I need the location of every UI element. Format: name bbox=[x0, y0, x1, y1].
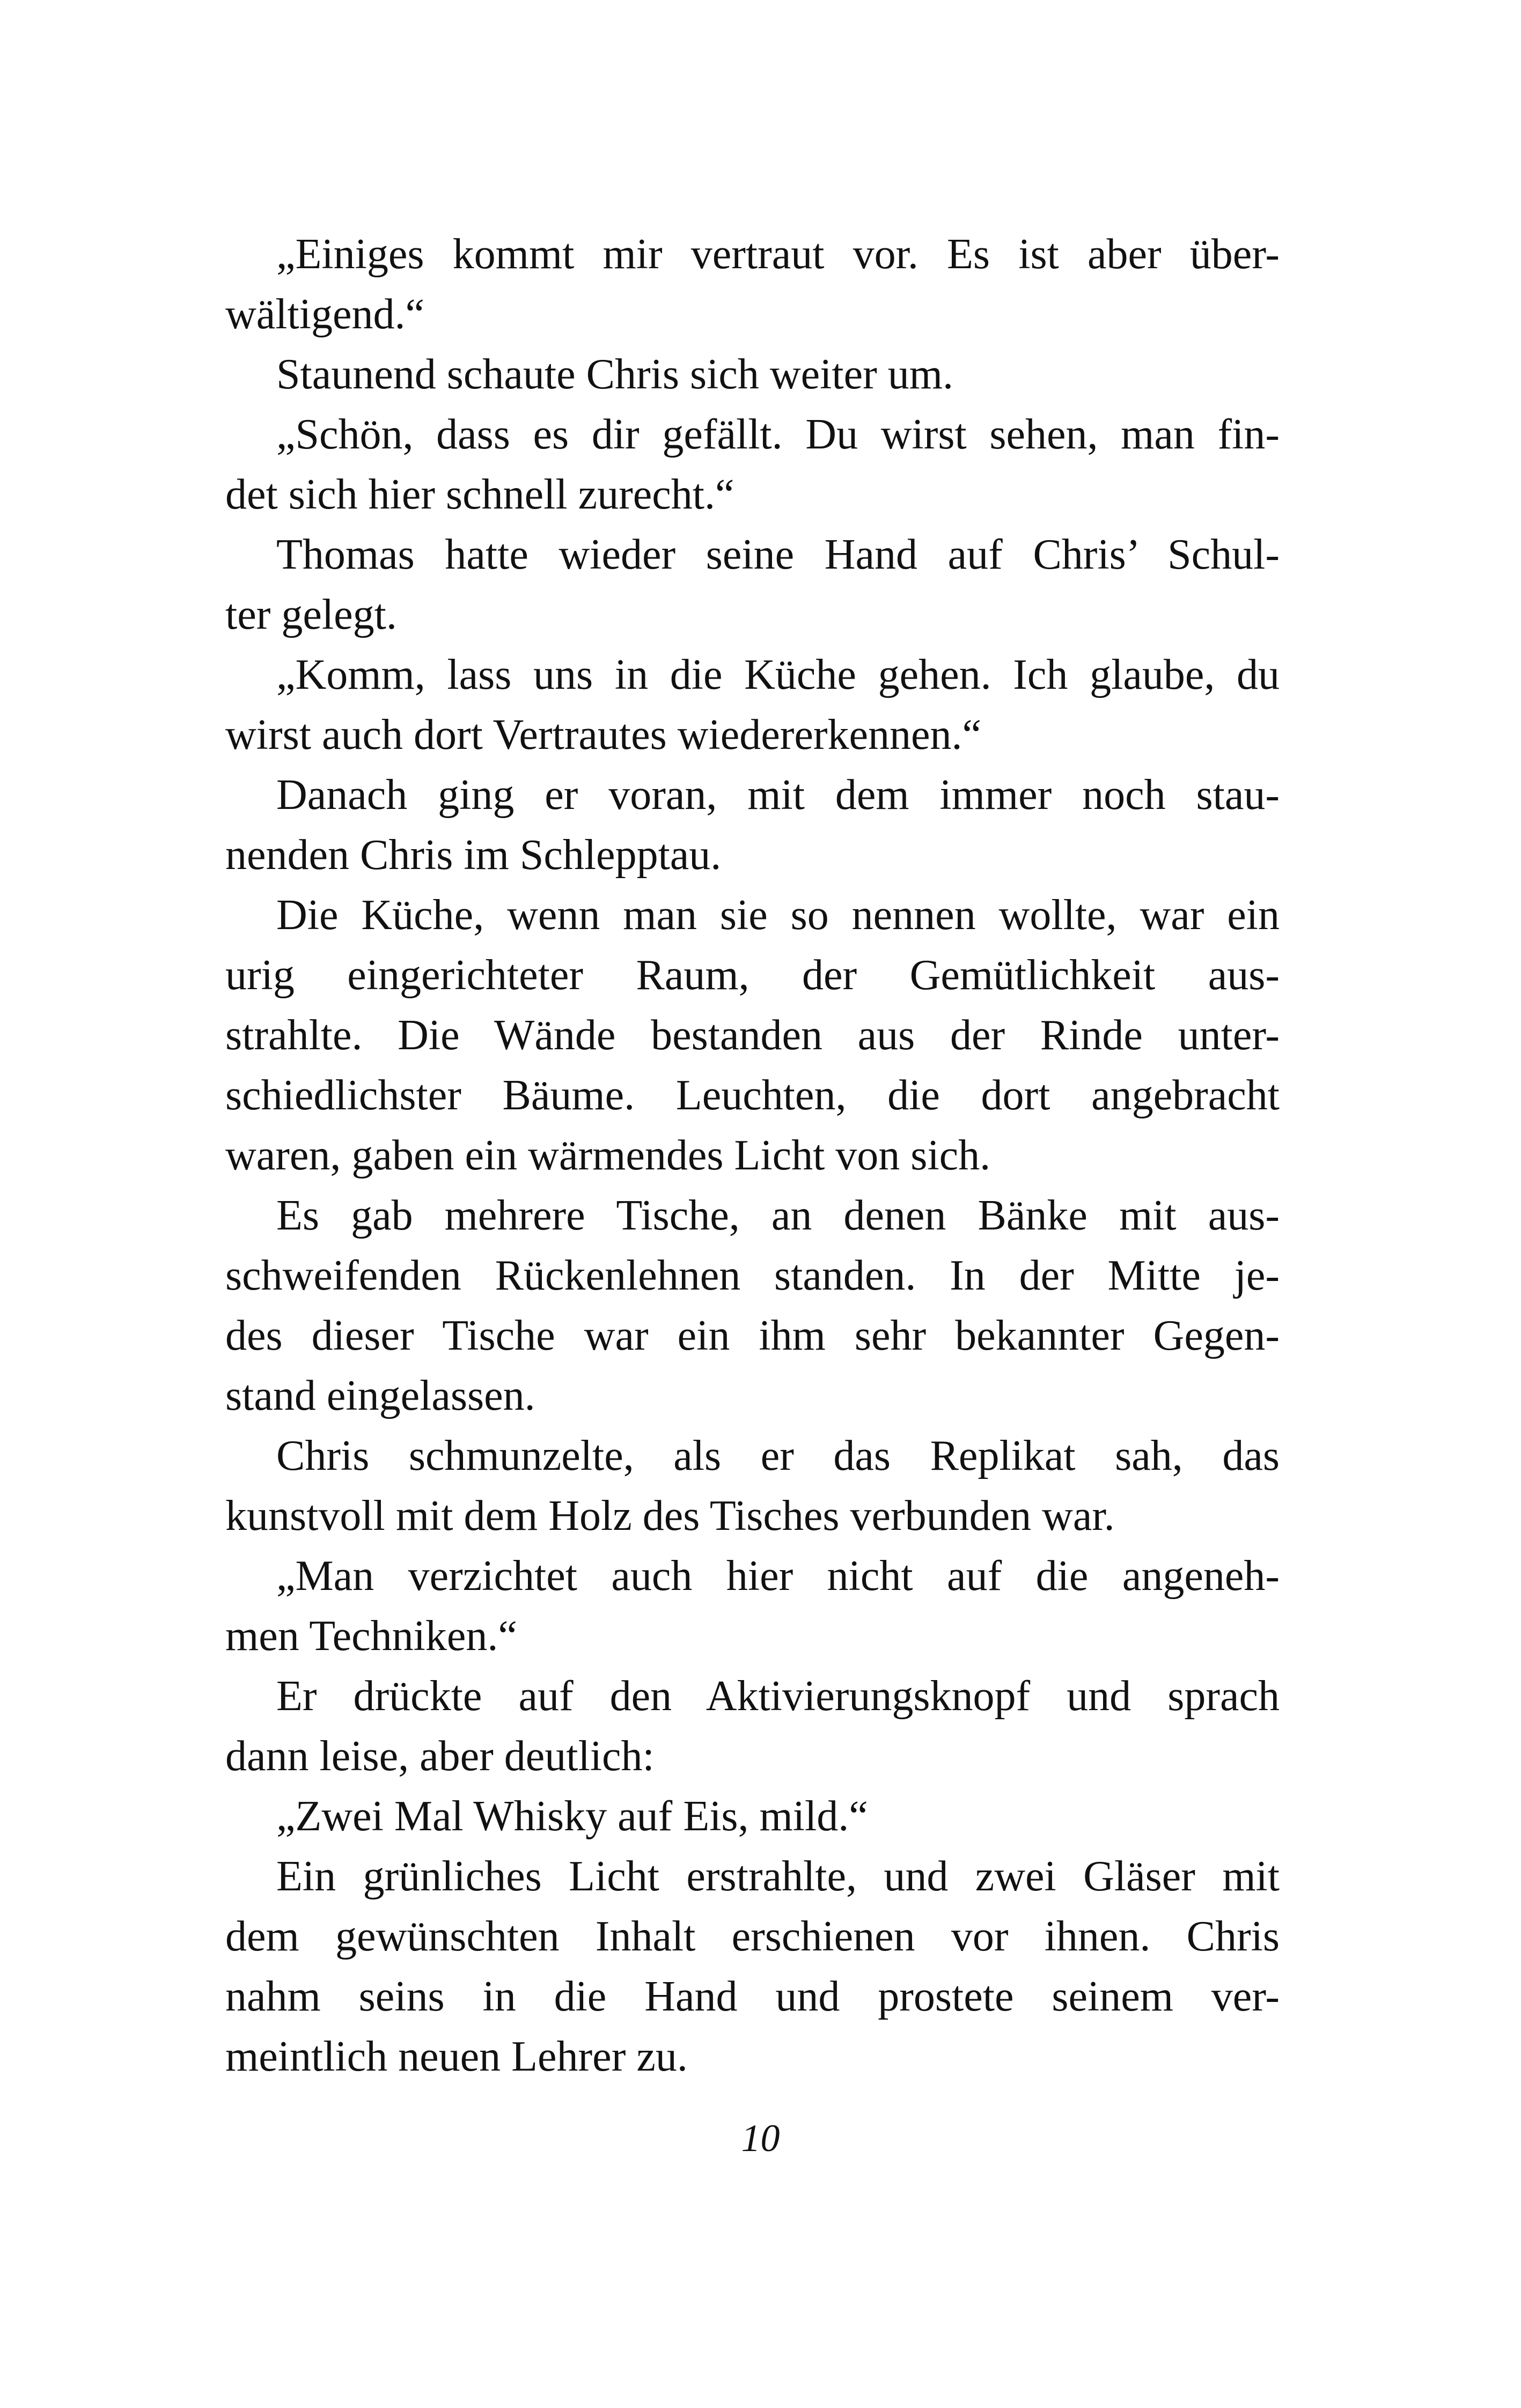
text-line: des dieser Tische war ein ihm sehr bekannter Gegen- bbox=[225, 1312, 1280, 1359]
text-line: schweifenden Rückenlehnen standen. In der Mitte je- bbox=[225, 1252, 1280, 1299]
text-line: urig eingerichteter Raum, der Gemütlichkeit aus- bbox=[225, 952, 1280, 999]
text-line: dem gewünschten Inhalt erschienen vor ihnen. Chris bbox=[225, 1913, 1280, 1960]
text-line: kunstvoll mit dem Holz des Tisches verbunden war. bbox=[225, 1492, 1115, 1540]
text-line: Thomas hatte wieder seine Hand auf Chris’ Schul- bbox=[276, 531, 1280, 578]
text-line: „Einiges kommt mir vertraut vor. Es ist aber über- bbox=[276, 231, 1280, 278]
text-line: stand eingelassen. bbox=[225, 1372, 535, 1419]
text-line: dann leise, aber deutlich: bbox=[225, 1733, 655, 1780]
text-line: Danach ging er voran, mit dem immer noch stau- bbox=[276, 771, 1280, 819]
text-line: Es gab mehrere Tische, an denen Bänke mit aus- bbox=[276, 1192, 1280, 1239]
text-line: Chris schmunzelte, als er das Replikat sah, das bbox=[276, 1432, 1280, 1479]
text-line: „Man verzichtet auch hier nicht auf die angeneh- bbox=[276, 1552, 1280, 1600]
text-line: Er drückte auf den Aktivierungsknopf und sprach bbox=[276, 1673, 1280, 1720]
text-line: wirst auch dort Vertrautes wiedererkennen.“ bbox=[225, 711, 982, 759]
text-line: Staunend schaute Chris sich weiter um. bbox=[276, 351, 953, 398]
text-line: waren, gaben ein wärmendes Licht von sich. bbox=[225, 1132, 991, 1179]
page-number: 10 bbox=[741, 2117, 780, 2160]
text-line: Ein grünliches Licht erstrahlte, und zwei Gläser mit bbox=[276, 1853, 1280, 1900]
text-line: det sich hier schnell zurecht.“ bbox=[225, 471, 734, 518]
text-line: wältigend.“ bbox=[225, 291, 424, 338]
text-line: strahlte. Die Wände bestanden aus der Rinde unter- bbox=[225, 1012, 1280, 1059]
body-text bbox=[225, 224, 1280, 2087]
text-line: „Schön, dass es dir gefällt. Du wirst sehen, man fin- bbox=[276, 411, 1280, 458]
text-line: ter gelegt. bbox=[225, 591, 397, 638]
text-line: Die Küche, wenn man sie so nennen wollte, war ein bbox=[276, 892, 1280, 939]
text-line: „Zwei Mal Whisky auf Eis, mild.“ bbox=[276, 1793, 868, 1840]
text-line: meintlich neuen Lehrer zu. bbox=[225, 2033, 688, 2080]
text-line: men Techniken.“ bbox=[225, 1612, 517, 1660]
text-line: schiedlichster Bäume. Leuchten, die dort angebracht bbox=[225, 1072, 1280, 1119]
text-line: „Komm, lass uns in die Küche gehen. Ich glaube, du bbox=[276, 651, 1280, 698]
text-line: nenden Chris im Schlepptau. bbox=[225, 831, 722, 879]
text-line: nahm seins in die Hand und prostete seinem ver- bbox=[225, 1973, 1280, 2020]
